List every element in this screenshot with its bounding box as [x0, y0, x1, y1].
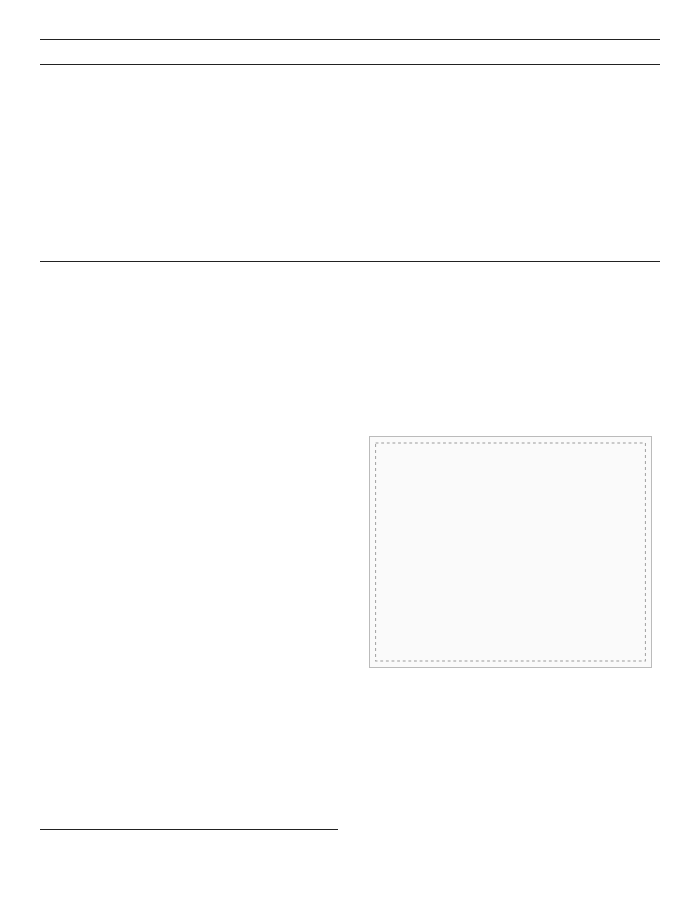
inspection-paragraph [361, 723, 660, 743]
tech-param-item [40, 410, 339, 430]
tech-params-label [40, 350, 339, 370]
figure-frame [376, 443, 646, 661]
doi [40, 46, 660, 60]
article-metadata [40, 212, 660, 257]
section-2-heading [40, 474, 339, 494]
abstract-row [40, 212, 660, 227]
fault-cause-item [361, 350, 660, 370]
fault-cause-item [361, 330, 660, 350]
article-title-zh [40, 79, 660, 107]
fault-cause-item [361, 390, 660, 410]
keywords-row [40, 227, 660, 242]
right-column [361, 270, 660, 830]
figure-legend [361, 672, 660, 700]
section-3-paragraph [361, 773, 660, 793]
authors-en [40, 169, 660, 182]
section-1-heading [40, 324, 339, 344]
affiliation [40, 188, 660, 204]
hydraulic-schematic-drawing [370, 437, 651, 667]
body-columns [40, 270, 660, 830]
metadata-divider [40, 261, 660, 262]
hydraulic-schematic-figure [369, 436, 652, 668]
identifier-row [40, 242, 660, 257]
received-date [40, 834, 338, 848]
tech-param-item [40, 390, 339, 410]
running-head [40, 22, 660, 40]
article-title-en [40, 145, 660, 163]
footnote [40, 829, 338, 862]
author-bio [40, 848, 338, 862]
fault-cause-item [361, 290, 660, 310]
doi-divider [40, 64, 660, 65]
section-1-paragraph [40, 450, 339, 470]
figure-caption [361, 702, 660, 717]
section-0-heading [40, 274, 339, 294]
fault-cause-item [361, 310, 660, 330]
section-0-paragraph [40, 300, 339, 320]
working-principle-label [40, 430, 339, 450]
left-column [40, 270, 339, 830]
fault-cause-item [361, 410, 660, 430]
section-3-heading [361, 747, 660, 767]
fault-causes-intro [361, 270, 660, 290]
tech-param-item [40, 370, 339, 390]
fault-cause-item [361, 370, 660, 390]
section-2-paragraph [40, 500, 339, 520]
authors-zh [40, 115, 660, 135]
